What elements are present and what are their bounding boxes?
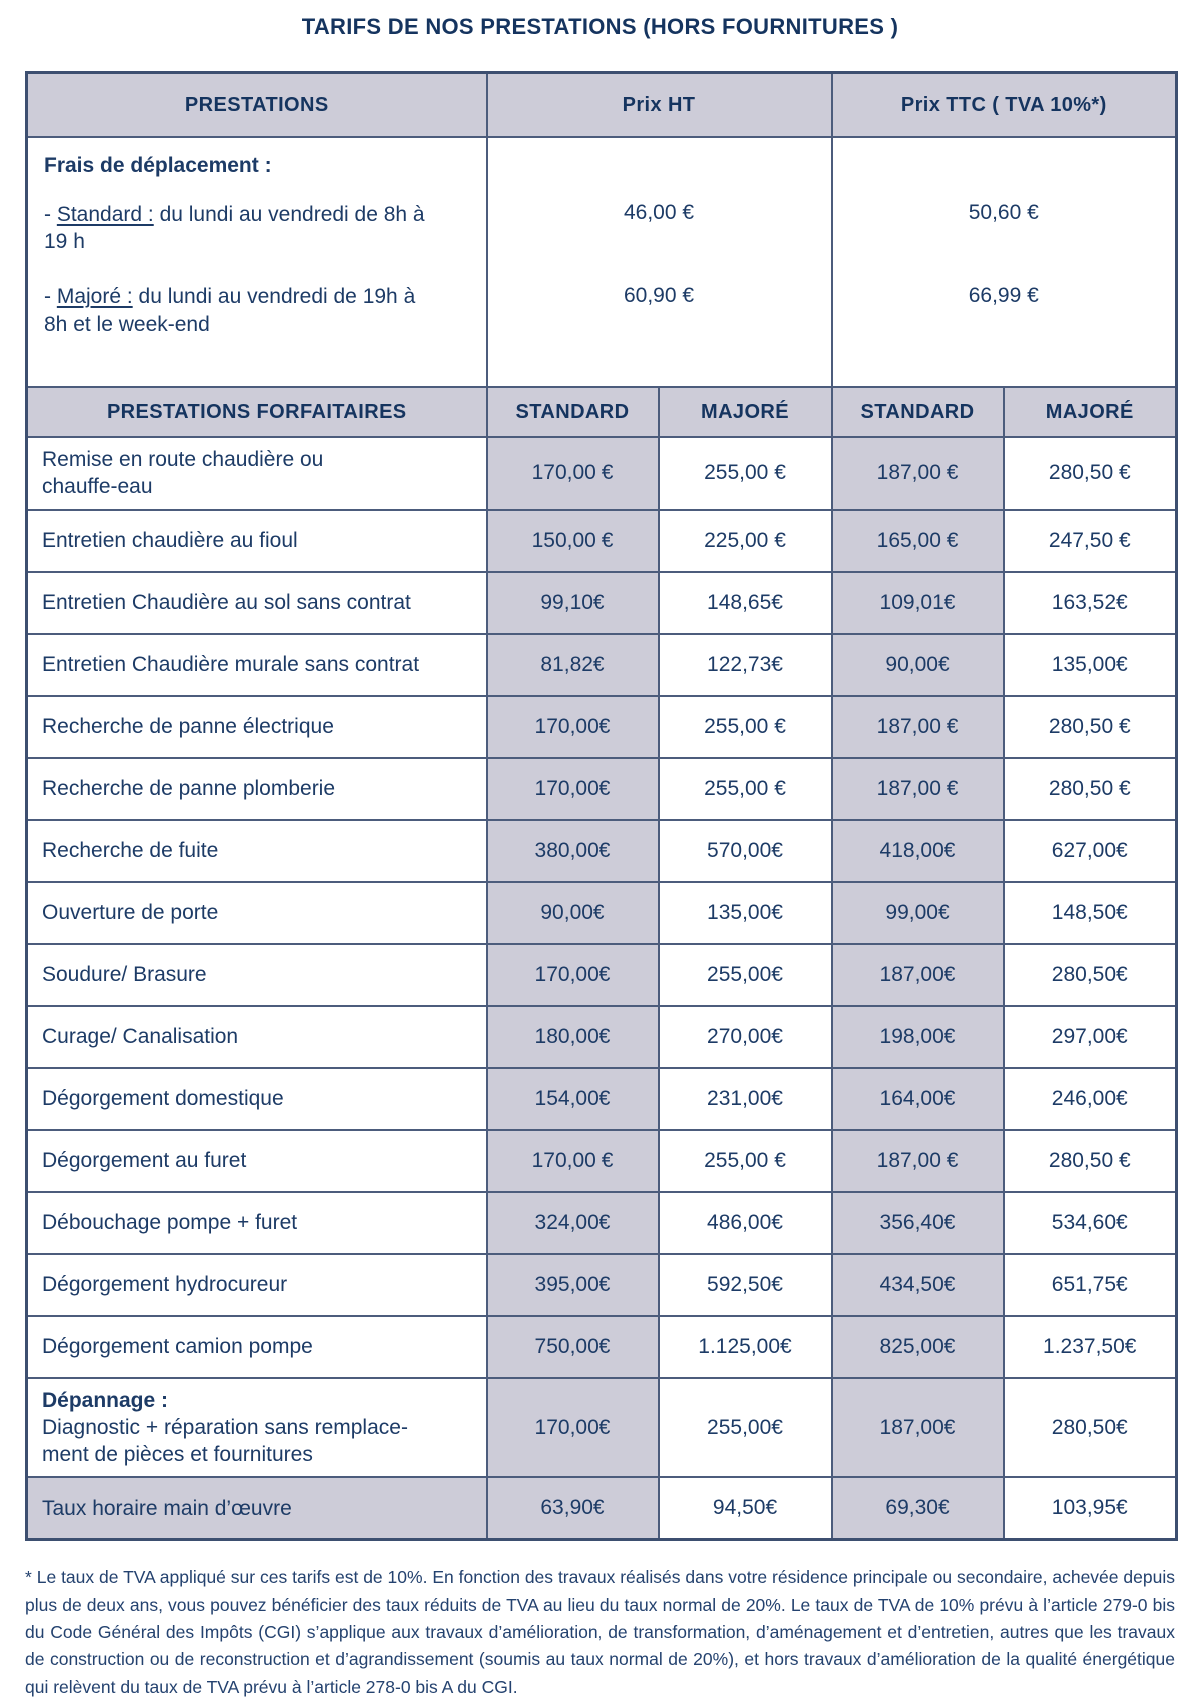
service-label: Dégorgement domestique [27, 1068, 487, 1130]
price-ht-majore: 94,50€ [659, 1477, 832, 1540]
price-ttc-standard: 825,00€ [832, 1316, 1004, 1378]
service-label: Entretien Chaudière au sol sans contrat [27, 572, 487, 634]
price-ht-standard: 170,00€ [487, 696, 659, 758]
price-ttc-majore: 246,00€ [1004, 1068, 1177, 1130]
table-row [27, 1130, 1177, 1192]
price-ht-majore: 255,00 € [659, 1130, 832, 1192]
table-row [27, 1192, 1177, 1254]
price-ht-majore: 255,00€ [659, 944, 832, 1006]
service-label: Recherche de panne plomberie [27, 758, 487, 820]
travel-fees-ht-cell [487, 137, 832, 387]
header-ttc-standard: STANDARD [832, 387, 1004, 437]
price-ht-majore: 148,65€ [659, 572, 832, 634]
service-label: Débouchage pompe + furet [27, 1192, 487, 1254]
price-ttc-majore: 280,50 € [1004, 758, 1177, 820]
price-ttc-majore: 297,00€ [1004, 1006, 1177, 1068]
travel-fees-standard-ttc: 50,60 € [968, 201, 1039, 224]
service-label: Dégorgement au furet [27, 1130, 487, 1192]
price-ht-standard: 170,00 € [487, 437, 659, 510]
service-label: Entretien chaudière au fioul [27, 510, 487, 572]
table-row [27, 1378, 1177, 1478]
price-ht-standard: 99,10€ [487, 572, 659, 634]
price-ht-standard: 81,82€ [487, 634, 659, 696]
price-ttc-standard: 418,00€ [832, 820, 1004, 882]
price-ht-majore: 255,00 € [659, 437, 832, 510]
price-ht-standard: 380,00€ [487, 820, 659, 882]
service-label: Taux horaire main d’œuvre [27, 1477, 487, 1540]
price-ttc-majore: 163,52€ [1004, 572, 1177, 634]
header-ht-standard: STANDARD [487, 387, 659, 437]
price-ht-majore: 592,50€ [659, 1254, 832, 1316]
price-ttc-standard: 187,00 € [832, 758, 1004, 820]
tva-footnote: * Le taux de TVA appliqué sur ces tarifs est de 10%. En fonction des travaux réalisés dans votre résidence principale ou secondaire, achevée depuis plus de deux ans, vous pouvez bénéficier des taux réduits de TVA au lieu du taux normal de 20%. Le taux de TVA de 10% prévu à l’article 279-0 bis du Code Général des Impôts (CGI) s’applique aux travaux d’amélioration, de transformation, d’aménagement et d’entretien, autres que les travaux de construction ou de reconstruction et d’agrandissement (soumis au taux normal de 20%), et hors travaux d’amélioration de la qualité énergétique qui relèvent du taux de TVA prévu à l’article 278-0 bis A du CGI. [25, 1567, 1175, 1697]
price-ttc-majore: 280,50€ [1004, 1378, 1177, 1478]
table-row [27, 882, 1177, 944]
table-row [27, 572, 1177, 634]
price-ttc-majore: 534,60€ [1004, 1192, 1177, 1254]
price-ttc-majore: 280,50 € [1004, 696, 1177, 758]
service-label: Soudure/ Brasure [27, 944, 487, 1006]
header-ttc-majore: MAJORÉ [1004, 387, 1177, 437]
price-ht-standard: 63,90€ [487, 1477, 659, 1540]
price-ht-standard: 395,00€ [487, 1254, 659, 1316]
travel-fees-ttc-cell [832, 137, 1177, 387]
price-ht-majore: 270,00€ [659, 1006, 832, 1068]
price-ht-standard: 150,00 € [487, 510, 659, 572]
table-row [27, 1068, 1177, 1130]
service-label: Dégorgement camion pompe [27, 1316, 487, 1378]
price-ttc-majore: 280,50€ [1004, 944, 1177, 1006]
price-ttc-standard: 434,50€ [832, 1254, 1004, 1316]
services-body [27, 437, 1177, 1540]
pricing-sheet [0, 14, 1200, 1701]
service-label: Curage/ Canalisation [27, 1006, 487, 1068]
price-ttc-majore: 103,95€ [1004, 1477, 1177, 1540]
price-ht-majore: 255,00 € [659, 758, 832, 820]
travel-fees-majore-ttc: 66,99 € [968, 284, 1039, 307]
price-ttc-standard: 187,00€ [832, 1378, 1004, 1478]
service-label: Entretien Chaudière murale sans contrat [27, 634, 487, 696]
table-row [27, 1006, 1177, 1068]
price-ht-majore: 225,00 € [659, 510, 832, 572]
price-ttc-standard: 356,40€ [832, 1192, 1004, 1254]
travel-fees-standard-desc: - Standard : du lundi au vendredi de 8h à 19 h [44, 202, 425, 254]
price-ttc-standard: 198,00€ [832, 1006, 1004, 1068]
service-label: Remise en route chaudière ou chauffe-eau [27, 437, 487, 510]
service-label: Recherche de fuite [27, 820, 487, 882]
service-label: Ouverture de porte [27, 882, 487, 944]
price-ht-standard: 180,00€ [487, 1006, 659, 1068]
price-ttc-majore: 627,00€ [1004, 820, 1177, 882]
table-row [27, 634, 1177, 696]
price-ttc-standard: 69,30€ [832, 1477, 1004, 1540]
table-row [27, 510, 1177, 572]
price-ht-standard: 90,00€ [487, 882, 659, 944]
header-row-forfait [27, 387, 1177, 437]
price-ht-standard: 170,00 € [487, 1130, 659, 1192]
tarifs-table [25, 71, 1178, 1541]
table-row [27, 1316, 1177, 1378]
table-row [27, 696, 1177, 758]
price-ttc-standard: 99,00€ [832, 882, 1004, 944]
price-ttc-standard: 187,00 € [832, 437, 1004, 510]
header-prix-ttc: Prix TTC ( TVA 10%*) [832, 73, 1177, 138]
price-ttc-majore: 651,75€ [1004, 1254, 1177, 1316]
price-ttc-majore: 148,50€ [1004, 882, 1177, 944]
header-prix-ht: Prix HT [487, 73, 832, 138]
price-ttc-standard: 187,00 € [832, 696, 1004, 758]
price-ttc-standard: 187,00€ [832, 944, 1004, 1006]
travel-fees-majore-ht: 60,90 € [623, 284, 695, 307]
price-ht-standard: 154,00€ [487, 1068, 659, 1130]
price-ht-standard: 170,00€ [487, 758, 659, 820]
price-ht-standard: 324,00€ [487, 1192, 659, 1254]
price-ht-standard: 170,00€ [487, 944, 659, 1006]
header-ht-majore: MAJORÉ [659, 387, 832, 437]
price-ttc-majore: 280,50 € [1004, 1130, 1177, 1192]
table-row [27, 1254, 1177, 1316]
price-ttc-majore: 135,00€ [1004, 634, 1177, 696]
header-prestations-forfaitaires: PRESTATIONS FORFAITAIRES [27, 387, 487, 437]
price-ht-majore: 486,00€ [659, 1192, 832, 1254]
price-ht-majore: 255,00 € [659, 696, 832, 758]
price-ttc-standard: 164,00€ [832, 1068, 1004, 1130]
header-prestations: PRESTATIONS [27, 73, 487, 138]
price-ttc-majore: 1.237,50€ [1004, 1316, 1177, 1378]
price-ht-majore: 231,00€ [659, 1068, 832, 1130]
price-ttc-majore: 280,50 € [1004, 437, 1177, 510]
price-ht-majore: 570,00€ [659, 820, 832, 882]
table-row [27, 758, 1177, 820]
table-row [27, 820, 1177, 882]
table-row [27, 1477, 1177, 1540]
page-title: TARIFS DE NOS PRESTATIONS (HORS FOURNITURES ) [301, 14, 899, 39]
travel-fees-standard-ht: 46,00 € [623, 201, 695, 224]
travel-fees-majore-desc: - Majoré : du lundi au vendredi de 19h à 8h et le week-end [44, 285, 416, 336]
price-ttc-standard: 90,00€ [832, 634, 1004, 696]
price-ttc-standard: 165,00 € [832, 510, 1004, 572]
price-ht-majore: 1.125,00€ [659, 1316, 832, 1378]
travel-fees-heading: Frais de déplacement : [44, 154, 272, 177]
price-ht-majore: 255,00€ [659, 1378, 832, 1478]
price-ttc-majore: 247,50 € [1004, 510, 1177, 572]
travel-fees-label [27, 137, 487, 387]
price-ht-standard: 750,00€ [487, 1316, 659, 1378]
service-label: Dégorgement hydrocureur [27, 1254, 487, 1316]
travel-fees-row [27, 137, 1177, 387]
table-row [27, 944, 1177, 1006]
service-label: Dépannage : Diagnostic + réparation sans remplace- ment de pièces et fournitures [27, 1378, 487, 1478]
price-ht-standard: 170,00€ [487, 1378, 659, 1478]
price-ttc-standard: 109,01€ [832, 572, 1004, 634]
table-row [27, 437, 1177, 510]
price-ht-majore: 135,00€ [659, 882, 832, 944]
price-ttc-standard: 187,00 € [832, 1130, 1004, 1192]
header-row-top [27, 73, 1177, 138]
service-label: Recherche de panne électrique [27, 696, 487, 758]
price-ht-majore: 122,73€ [659, 634, 832, 696]
